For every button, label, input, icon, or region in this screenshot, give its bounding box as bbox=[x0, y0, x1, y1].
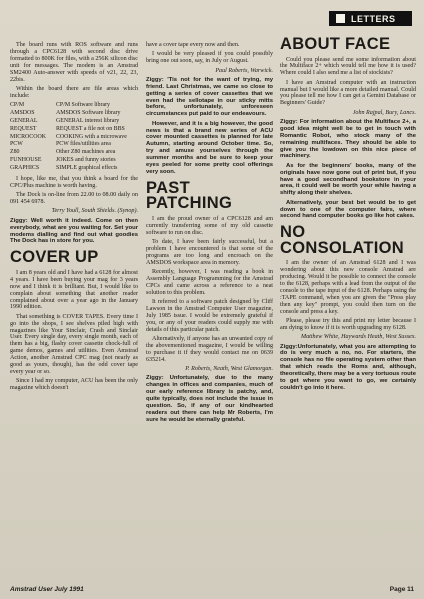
area-name: GENERAL bbox=[10, 117, 38, 124]
paragraph: I am the proud owner of a CPC6128 and am currently transferring some of my old cassette software to run on disc. bbox=[146, 215, 273, 236]
letter-headline: NO CONSOLATION bbox=[280, 223, 404, 257]
letter-signature: John Rajpal, Bury, Lancs. bbox=[352, 109, 416, 116]
square-icon bbox=[336, 14, 345, 23]
area-desc: CP/M Software library bbox=[56, 102, 110, 109]
editor-reply: However, and it is a big however, the good news is that a brand new series of ACU cover mounted cassettes is planned for late Autumn, starting around October time. So, try and amuse yourselves through the summer months and be sure to keep your eyes peeled for some pretty cool offerings very soon. bbox=[146, 120, 273, 175]
paragraph: The Dock is on-line from 22.00 to 08.00 daily on 091 454 6978. bbox=[10, 192, 138, 206]
paragraph: I am 8 years old and I have had a 6128 for almost 4 years. I have been buying your mag for 3 years now and I think it is brilliant. But, I would like to complain about something that another reader complained about over a year ago in the January 1990 edition. bbox=[10, 269, 138, 311]
table-row bbox=[10, 126, 138, 134]
area-desc: Other Z80 machines area bbox=[56, 149, 116, 156]
paragraph: Alternatively, if anyone has an unwanted copy of the abovementioned magazine, I would be willing to purchase it if they would contact me on 0639 635214. bbox=[146, 335, 273, 363]
column-3 bbox=[280, 32, 416, 394]
paragraph: I hope, like me, that you think a board for the CPC/Plus machine is worth having. bbox=[10, 176, 138, 189]
area-name: Z80 bbox=[10, 149, 20, 156]
area-desc: COOKING with a microwave bbox=[56, 133, 127, 140]
area-desc: GENERAL interest library bbox=[56, 117, 120, 124]
area-desc: REQUEST a file not on BBS bbox=[56, 125, 125, 132]
page-footer bbox=[10, 586, 414, 595]
editor-reply: Ziggy: 'Tis not for the want of trying, my friend. Last Christmas, we came so close to getting a series of cover cassettes that we even had the sellotape in our sticky mitts before, unfortunately, unforeseen circumstances put paid to our endeavours. bbox=[146, 76, 273, 118]
letter-signature: Matthew White, Haywards Heath, West Sussex. bbox=[301, 334, 416, 341]
letter-signature: Terry Youll, South Shields. (Synop). bbox=[51, 208, 138, 215]
area-name: REQUEST bbox=[10, 125, 37, 132]
paragraph: The board runs with ROS software and runs through a CPC6128 with second disc drive formatted to 800K for files, with a 256K silicon disc unit for messages. The modem is an Amstrad SM2400 Auto-answer with speeds of v21, 22, 23, 22bis. bbox=[10, 42, 138, 83]
paragraph: It referred to a software patch designed by Cliff Lawson in the Amstrad Computer User magazine, July 1985 issue. I would be extremely grateful if you, or any of your readers could supply me with details of this particular patch. bbox=[146, 299, 273, 333]
letter-headline: ABOUT FACE bbox=[280, 35, 391, 53]
table-row bbox=[10, 141, 138, 149]
area-name: PCW bbox=[10, 141, 23, 148]
paragraph: That something is COVER TAPES. Every time I go into the shops, I see shelves piled high with magazines like Your Sinclair, Crash and Sinclair User. Every single day, every single month, each of them has a big, flashy cover cassette chock-full of game demos, games and utilities. Even Amstrad Action, another Amstrad CPC mag (not nearly as good as yours, though), has the odd cover tape every year or so. bbox=[10, 313, 138, 375]
editor-reply: Ziggy: Well worth it indeed. Come on then everybody, what are you waiting for. Set your modems dialling and find out what goodies The Dock has in store for you. bbox=[10, 217, 138, 245]
paragraph: Recently, however, I was reading a book in Assembly Language Programming for the Amstrad CPCs and came across a reference to a neat solution to this problem. bbox=[146, 269, 273, 296]
letter-headline: COVER UP bbox=[10, 248, 99, 267]
table-row bbox=[10, 110, 138, 118]
column-2 bbox=[146, 42, 273, 426]
paragraph: Please, please try this and print my letter because I am dying to know if it is worth upgrading my 6128. bbox=[280, 318, 416, 331]
area-desc: PCW files/utilities area bbox=[56, 141, 111, 148]
letter-signature: P. Roberts, Neath, West Glamorgan. bbox=[185, 365, 273, 372]
table-row bbox=[10, 102, 138, 110]
table-row bbox=[10, 118, 138, 126]
area-desc: AMSDOS Software library bbox=[56, 109, 121, 116]
footer-page-number: Page 11 bbox=[389, 586, 414, 593]
editor-reply: Ziggy: For information about the Multiface 2+, a good idea might well be to get in touch with Romantic Robot, who stock many of the remaining multifaces. They should be able to give you the lowdown on this nice piece of machinery. bbox=[280, 118, 416, 160]
area-name: CP/M bbox=[10, 102, 25, 109]
paragraph: I am the owner of an Amstrad 6128 and I was wondering about this new console Amstrad are producing. Would it be possible to connect the console to the 6128, perhaps with a lead from the output of the console to the tape input of the 6128. Perhaps using the :TAPE command, when you are given the "Press play then any key" prompt, you could then turn on the console and press a key. bbox=[280, 260, 416, 315]
area-desc: JOKES and funny stories bbox=[56, 157, 116, 164]
area-name: AMSDOS bbox=[10, 109, 35, 116]
table-row bbox=[10, 165, 138, 173]
column-1 bbox=[10, 42, 138, 394]
paragraph: I have an Amstrad computer with an instruction manual but I would like a more detailed manual. Could you please tell me how I can get a Gemini Database or Beginners' Guide? bbox=[280, 79, 416, 107]
paragraph: have a cover tape every now and then. bbox=[146, 42, 240, 48]
paragraph: To date, I have been fairly successful, but a problem I have encountered is that some of the programs are too long and encroach on the AMSDOS workspace area in memory. bbox=[146, 238, 273, 266]
editor-reply: Ziggy:Unfortunately, what you are attempting to do is very much a no, no. For starters, the console has no file operating system other than that which reads the Roms and, although, theoretically, there may be a very tortuous route to get where you want to go, we certainly couldn't go into it here. bbox=[280, 343, 416, 391]
editor-reply: Ziggy: Unfortunately, due to the many changes in offices and companies, much of our early reference library is patchy, and, quite typically, does not include the issue in question. So, if any of our kindhearted readers out there can help Mr Roberts, I'm sure he would be eternally grateful. bbox=[146, 375, 273, 423]
editor-reply: Alternatively, your best bet would be to get down to one of the computer fairs, where second hand computer books go like hot cakes. bbox=[280, 199, 416, 220]
area-desc: SIMPLE graphical effects bbox=[56, 165, 118, 172]
section-label bbox=[329, 11, 412, 26]
footer-magazine: Amstrad User July 1991 bbox=[10, 586, 84, 593]
paragraph: I would be very pleased if you could possibly bring one out soon, say, in July or August. bbox=[146, 51, 273, 65]
file-areas-table bbox=[10, 102, 138, 173]
area-name: GRAPHICS bbox=[10, 165, 40, 172]
editor-reply: As for the beginners' books, many of the originals have now gone out of print but, if you have a good secondhand bookstore in your area, it could well be worth your while having a shifty along their shelves. bbox=[280, 162, 416, 197]
paragraph: Within the board there are file areas which include: bbox=[10, 85, 138, 99]
letter-headline: PAST PATCHING bbox=[146, 178, 233, 213]
paragraph: Since I had my computer, ACU has been the only magazine which doesn't bbox=[10, 378, 138, 392]
table-row bbox=[10, 157, 138, 165]
paragraph: Could you please send me some information about the Multiface 2+ which would tell me how it is used? Where could I also send me a list of stockists? bbox=[280, 56, 416, 77]
letter-signature: Paul Roberts, Warwick. bbox=[215, 67, 273, 74]
area-name: MICROCOOK bbox=[10, 133, 47, 140]
section-label-text: LETTERS bbox=[351, 13, 396, 24]
area-name: FUNHOUSE bbox=[10, 157, 42, 164]
